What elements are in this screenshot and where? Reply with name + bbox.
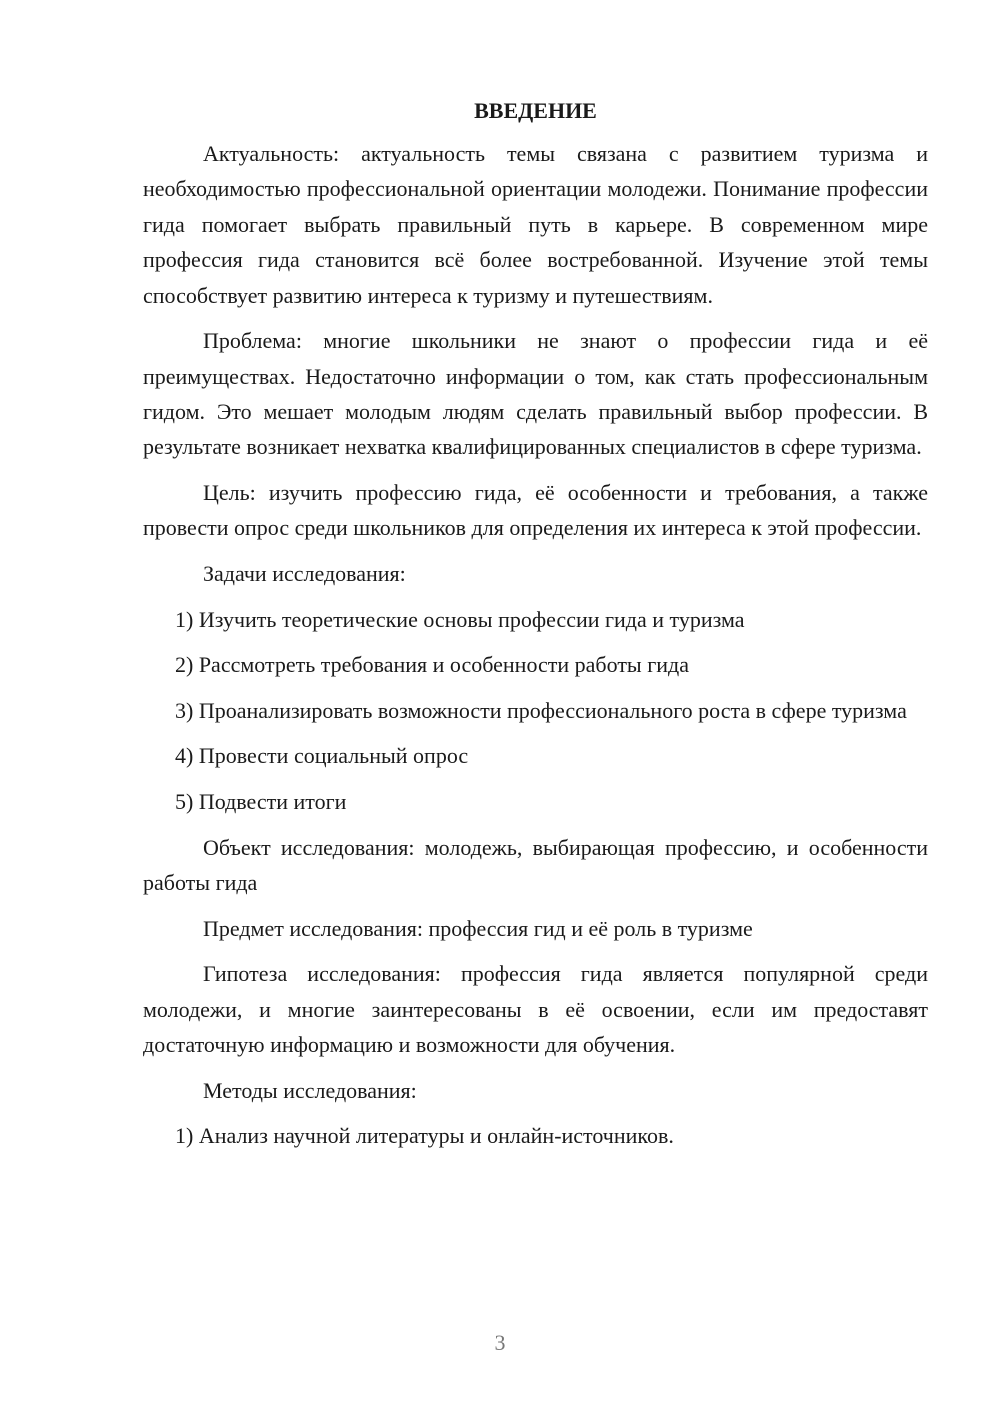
document-page <box>143 96 928 1164</box>
paragraph-object: Объект исследования: молодежь, выбирающая профессию, и особенности работы гида <box>143 834 928 895</box>
paragraph-hypothesis: Гипотеза исследования: профессия гида является популярной среди молодежи, и многие заинтересованы в её освоении, если им предоставят достаточную информацию и возможности для обучения. <box>143 961 928 1057</box>
paragraph-actuality: Актуальность: актуальность темы связана с развитием туризма и необходимостью профессиональной ориентации молодежи. Понимание профессии гида помогает выбрать правильный путь в карьере. В современном мире профессия гида становится всё более востребованной. Изучение этой темы способствует развитию интереса к туризму и путешествиям. <box>143 141 928 308</box>
task-item-5: 5) Подвести итоги <box>175 789 347 814</box>
document-title: ВВЕДЕНИЕ <box>474 98 597 123</box>
task-item-3: 3) Проанализировать возможности профессионального роста в сфере туризма <box>175 697 907 723</box>
task-item-1: 1) Изучить теоретические основы профессии гида и туризма <box>175 606 745 632</box>
task-item-2: 2) Рассмотреть требования и особенности работы гида <box>175 652 689 678</box>
paragraph-subject: Предмет исследования: профессия гид и её роль в туризме <box>203 915 753 941</box>
tasks-heading: Задачи исследования: <box>203 561 406 587</box>
paragraph-goal: Цель: изучить профессию гида, её особенности и требования, а также провести опрос среди школьников для определения их интереса к этой профессии. <box>143 480 928 541</box>
page-number: 3 <box>494 1330 506 1355</box>
task-item-4: 4) Провести социальный опрос <box>175 743 469 769</box>
methods-heading: Методы исследования: <box>203 1077 417 1103</box>
paragraph-problem: Проблема: многие школьники не знают о профессии гида и её преимуществах. Недостаточно информации о том, как стать профессиональным гидом. Это мешает молодым людям сделать правильный выбор профессии. В результате возникает нехватка квалифицированных специалистов в сфере туризма. <box>143 328 928 460</box>
method-item-1: 1) Анализ научной литературы и онлайн-источников. <box>175 1123 674 1149</box>
